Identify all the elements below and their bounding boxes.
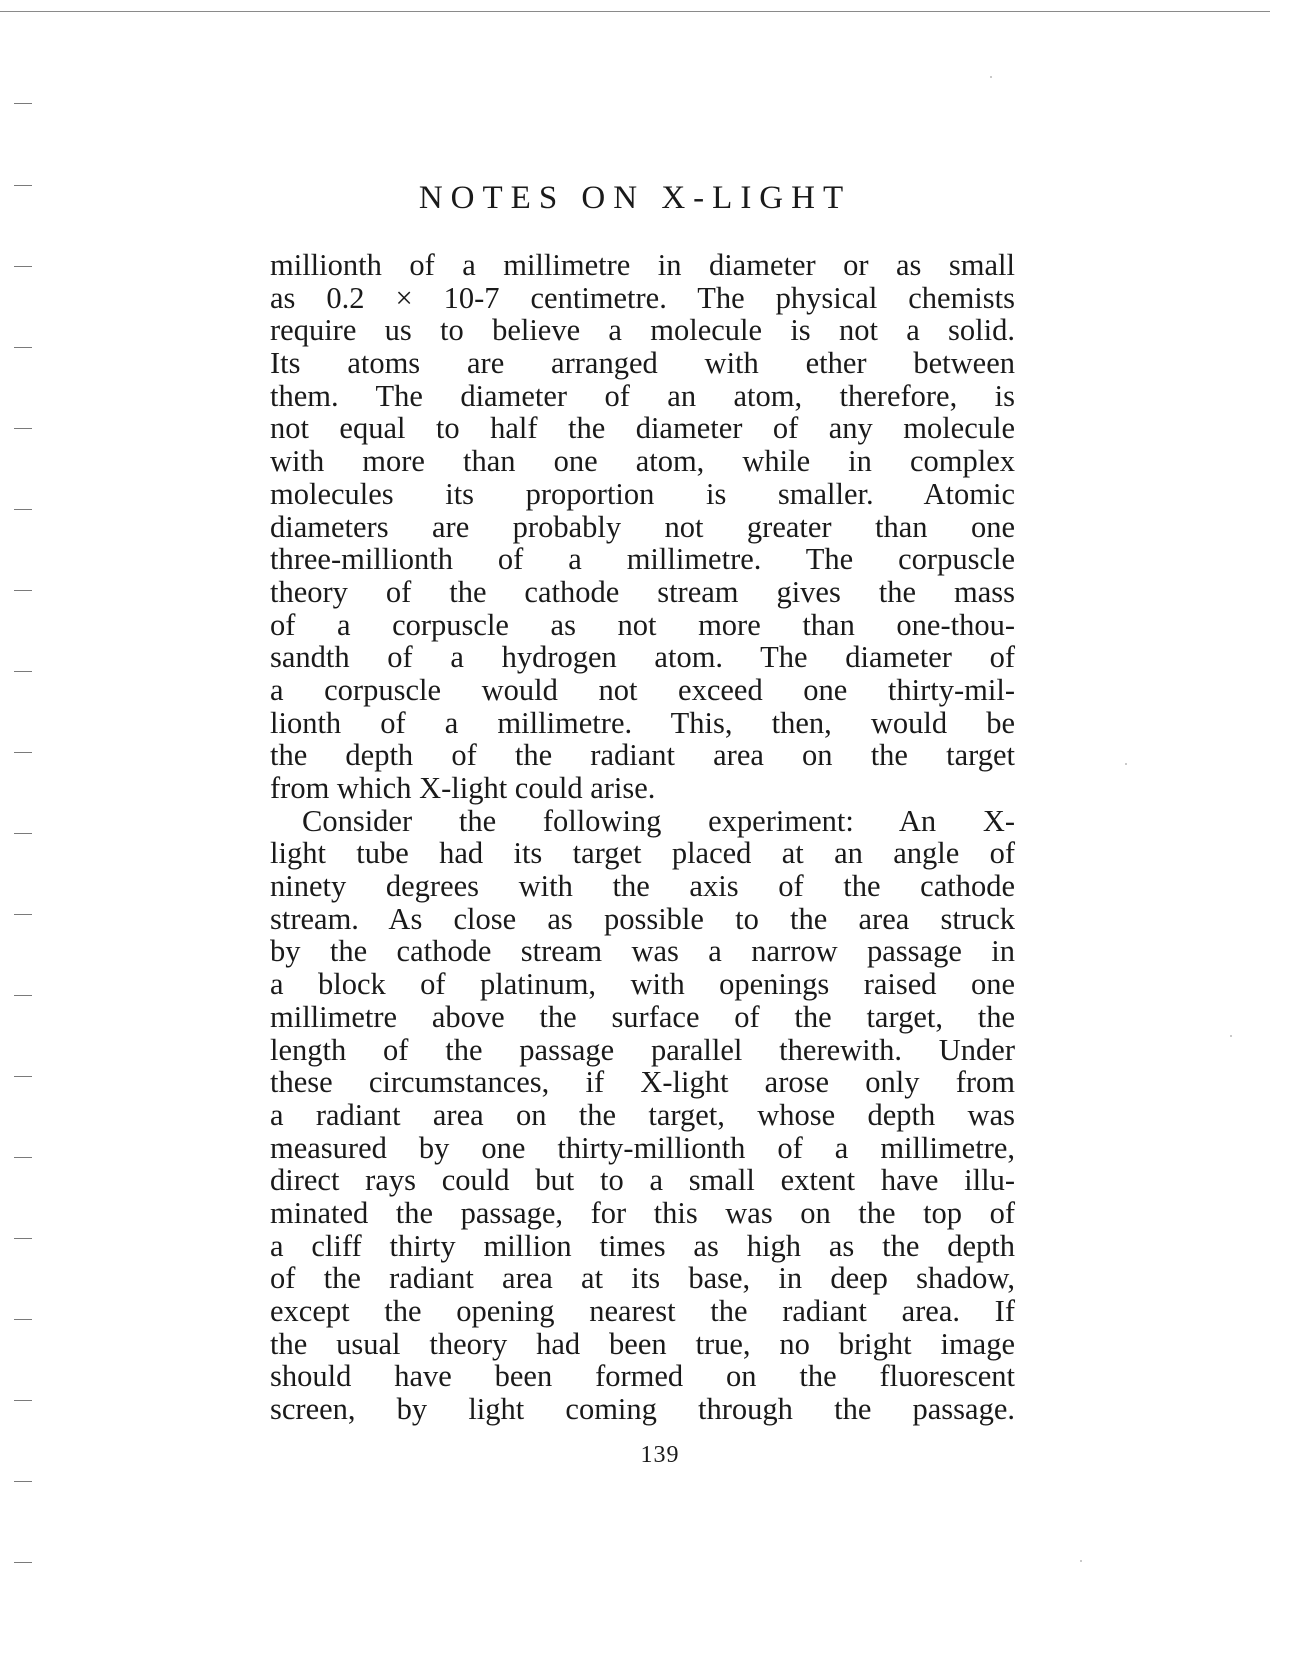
margin-tick [14,347,32,348]
text-line: screen, by light coming through the passage. [270,1392,1015,1427]
text-line: them. The diameter of an atom, therefore, is [270,378,1015,413]
margin-tick [14,833,32,834]
text-line: stream. As close as possible to the area struck [270,901,1015,936]
page-number: 139 [640,1442,680,1468]
margin-tick [14,1562,32,1563]
paper-speck [990,76,992,78]
margin-tick [14,1076,32,1077]
paper-speck [1230,1035,1232,1037]
text-line: the depth of the radiant area on the target [270,738,1015,773]
margin-tick [14,590,32,591]
text-line: by the cathode stream was a narrow passage in [270,934,1015,969]
paper-speck [1125,763,1127,765]
running-header: NOTES ON X-LIGHT [418,180,852,216]
text-line: molecules its proportion is smaller. Atomic [270,476,1015,511]
text-line: length of the passage parallel therewith. Under [270,1032,1015,1067]
text-line: a corpuscle would not exceed one thirty-mil- [270,672,1015,707]
paper-speck [1080,1560,1082,1562]
top-rule [0,11,1270,12]
text-line: Consider the following experiment: An X- [302,803,1015,838]
text-line: minated the passage, for this was on the top of [270,1195,1015,1230]
text-line: a cliff thirty million times as high as the depth [270,1228,1015,1263]
text-line: a radiant area on the target, whose depth was [270,1097,1015,1132]
margin-tick [14,995,32,996]
margin-tick [14,509,32,510]
text-line: measured by one thirty-millionth of a millimetre, [270,1130,1015,1165]
margin-tick [14,1238,32,1239]
text-line: ninety degrees with the axis of the cathode [270,869,1015,904]
text-line: of the radiant area at its base, in deep shadow, [270,1261,1015,1296]
text-line: the usual theory had been true, no bright image [270,1326,1015,1361]
margin-tick [14,914,32,915]
text-line: a block of platinum, with openings raised one [270,967,1015,1002]
text-line: sandth of a hydrogen atom. The diameter of [270,640,1015,675]
text-line: of a corpuscle as not more than one-thou- [270,607,1015,642]
text-line: direct rays could but to a small extent have illu- [270,1163,1015,1198]
text-line: with more than one atom, while in complex [270,444,1015,479]
margin-tick [14,752,32,753]
margin-tick [14,1319,32,1320]
text-line: lionth of a millimetre. This, then, would be [270,705,1015,740]
margin-tick-marks [14,0,38,1668]
margin-tick [14,671,32,672]
text-line: theory of the cathode stream gives the mass [270,574,1015,609]
margin-tick [14,1157,32,1158]
text-line: not equal to half the diameter of any molecule [270,411,1015,446]
text-line: three-millionth of a millimetre. The corpuscle [270,542,1015,577]
text-line: as 0.2 × 10-7 centimetre. The physical chemists [270,280,1015,315]
margin-tick [14,1400,32,1401]
text-line: millionth of a millimetre in diameter or as small [270,248,1015,282]
text-line: these circumstances, if X-light arose only from [270,1065,1015,1100]
text-line: light tube had its target placed at an angle of [270,836,1015,871]
margin-tick [14,428,32,429]
margin-tick [14,266,32,267]
text-line: require us to believe a molecule is not a solid. [270,313,1015,348]
margin-tick [14,1481,32,1482]
text-line: from which X-light could arise. [270,771,656,805]
margin-tick [14,103,32,104]
text-line: should have been formed on the fluorescent [270,1359,1015,1394]
text-line: millimetre above the surface of the target, the [270,999,1015,1034]
body-text [270,249,1015,1449]
margin-tick [14,185,32,186]
text-line: except the opening nearest the radiant area. If [270,1294,1015,1328]
text-line: Its atoms are arranged with ether between [270,346,1015,381]
text-line: diameters are probably not greater than one [270,509,1015,544]
